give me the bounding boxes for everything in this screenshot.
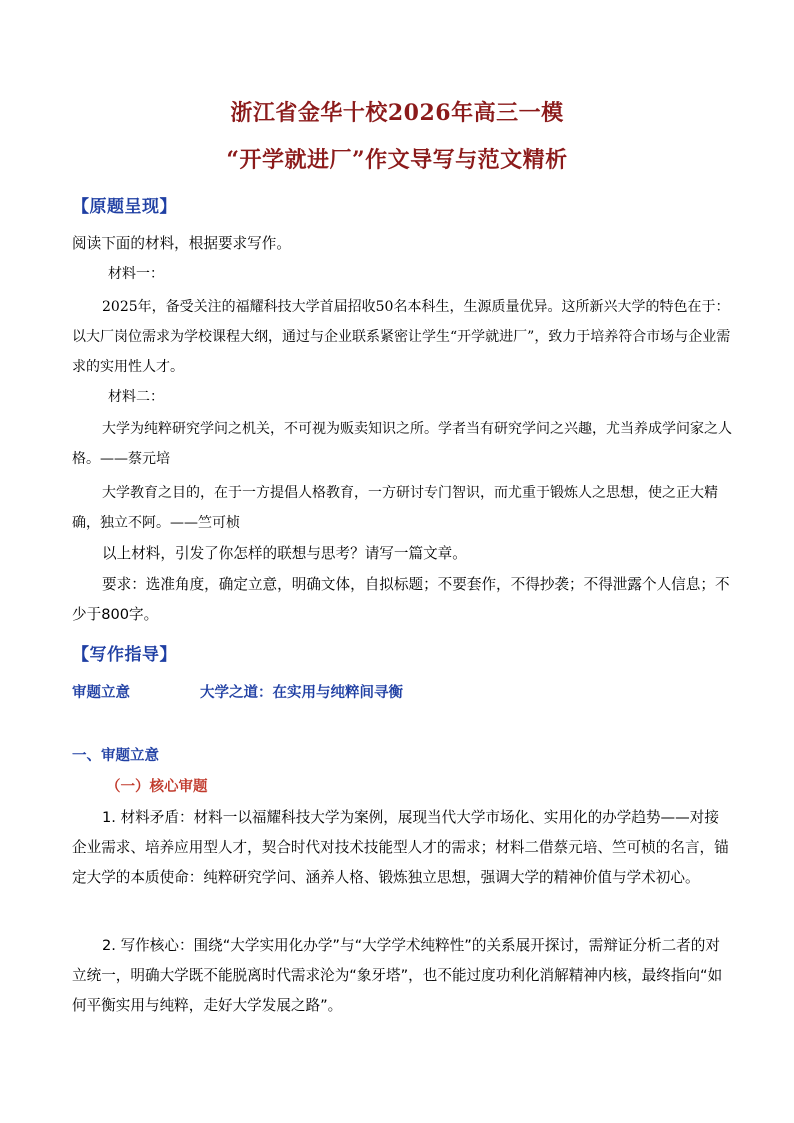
document-title-line1: 浙江省金华十校2026年高三一模 (230, 100, 564, 126)
section-heading-original: 【原题呈现】 (72, 197, 177, 217)
quote-zhu-kezhen: 大学教育之目的，在于一方提倡人格教育，一方研讨专门智识，而尤重于锻炼人之思想，使之正大精确，独立不阿。——竺可桢 (72, 485, 718, 531)
quote-cai-yuanpei: 大学为纯粹研究学问之机关，不可视为贩卖知识之所。学者当有研究学问之兴趣，尤当养成学问家之人格。——蔡元培 (72, 421, 732, 467)
analysis-point2: 2. 写作核心：围绕“大学实用化办学”与“大学学术纯粹性”的关系展开探讨，需辩证分析二者的对立统一，明确大学既不能脱离时代需求沦为“象牙塔”，也不能过度功利化消解精神内核，最终指向“如何平衡实用与纯粹，走好大学发展之路”。 (72, 937, 723, 1014)
material1-text: 2025年，备受关注的福耀科技大学首届招收50名本科生，生源质量优异。这所新兴大学的特色在于：以大厂岗位需求为学校课程大纲，通过与企业联系紧密让学生“开学就进厂”，致力于培养符合市场与企业需求的实用性人才。 (72, 299, 731, 375)
document-title-line2: “开学就进厂”作文导写与范文精析 (226, 147, 568, 173)
guide-key: 审题立意 (72, 685, 130, 701)
analysis-sub1-heading: （一）核心审题 (106, 779, 208, 795)
guide-row (72, 681, 403, 702)
analysis-point1: 1. 材料矛盾：材料一以福耀科技大学为案例，展现当代大学市场化、实用化的办学趋势——对接企业需求、培养应用型人才，契合时代对技术技能型人才的需求；材料二借蔡元培、竺可桢的名言，锚定大学的本质使命：纯粹研究学问、涵养人格、锻炼独立思想，强调大学的精神价值与学术初心。 (72, 809, 729, 886)
requirements-text: 要求：选准角度，确定立意，明确文体，自拟标题；不要套作，不得抄袭；不得泄露个人信息；不少于800字。 (72, 576, 730, 623)
material2-label: 材料二： (108, 389, 164, 405)
intro-text: 阅读下面的材料，根据要求写作。 (72, 235, 291, 252)
analysis-section1-heading: 一、审题立意 (72, 748, 159, 764)
prompt-text: 以上材料，引发了你怎样的联想与思考？请写一篇文章。 (102, 545, 467, 562)
guide-value: 大学之道：在实用与纯粹间寻衡 (200, 685, 403, 701)
material1-label: 材料一： (108, 266, 164, 282)
section-heading-guide: 【写作指导】 (72, 645, 177, 665)
